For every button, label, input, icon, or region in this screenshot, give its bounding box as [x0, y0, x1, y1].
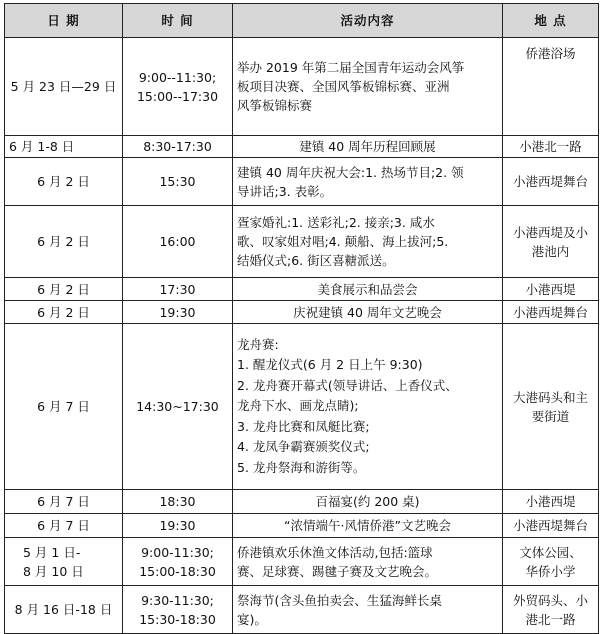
table-row [5, 538, 599, 586]
time-cell: 14:30~17:30 [123, 324, 233, 490]
header-location: 地 点 [503, 4, 599, 38]
header-row [5, 4, 599, 38]
content-cell: 祭海节(含头鱼拍卖会、生猛海鲜长桌 宴)。 [233, 586, 503, 634]
time-cell: 19:30 [123, 514, 233, 538]
location-cell: 文体公园、 华侨小学 [503, 538, 599, 586]
content-cell: 龙舟赛: 1. 醒龙仪式(6 月 2 日上午 9:30) 2. 龙舟赛开幕式(领导讲话、上香仪式、 龙舟下水、画龙点睛); 3. 龙舟比赛和凤艇比赛; 4. 龙凤争霸赛颁奖仪式; 5. 龙舟祭海和游街等。 [233, 324, 503, 490]
location-cell: 侨港浴场 [503, 38, 599, 136]
date-cell: 6 月 7 日 [5, 514, 123, 538]
date-cell: 6 月 2 日 [5, 158, 123, 206]
table-row [5, 38, 599, 136]
date-cell: 5 月 1 日- 8 月 10 日 [5, 538, 123, 586]
location-cell: 小港西堤及小 港池内 [503, 206, 599, 278]
time-cell: 8:30-17:30 [123, 136, 233, 158]
location-cell: 小港西堤 [503, 278, 599, 301]
location-cell: 小港西堤舞台 [503, 301, 599, 324]
content-cell: 疍家婚礼:1. 送彩礼;2. 接亲;3. 咸水 歌、叹家姐对唱;4. 颠船、海上拔河;5. 结婚仪式;6. 街区喜糖派送。 [233, 206, 503, 278]
time-cell: 17:30 [123, 278, 233, 301]
table-row [5, 514, 599, 538]
location-cell: 小港西堤舞台 [503, 514, 599, 538]
header-date: 日 期 [5, 4, 123, 38]
table-row [5, 136, 599, 158]
date-cell: 5 月 23 日—29 日 [5, 38, 123, 136]
table-row [5, 490, 599, 514]
table-row [5, 324, 599, 490]
time-cell: 9:00--11:30; 15:00--17:30 [123, 38, 233, 136]
date-cell: 8 月 16 日-18 日 [5, 586, 123, 634]
content-cell: 建镇 40 周年历程回顾展 [233, 136, 503, 158]
location-cell: 小港西堤舞台 [503, 158, 599, 206]
date-cell: 6 月 2 日 [5, 301, 123, 324]
table-row [5, 278, 599, 301]
header-time: 时 间 [123, 4, 233, 38]
header-content: 活动内容 [233, 4, 503, 38]
date-cell: 6 月 2 日 [5, 278, 123, 301]
table-row [5, 206, 599, 278]
content-cell: 百福宴(约 200 桌) [233, 490, 503, 514]
time-cell: 18:30 [123, 490, 233, 514]
date-cell: 6 月 7 日 [5, 324, 123, 490]
date-cell: 6 月 1-8 日 [5, 136, 123, 158]
content-cell: 建镇 40 周年庆祝大会:1. 热场节目;2. 领 导讲话;3. 表彰。 [233, 158, 503, 206]
table-row [5, 158, 599, 206]
location-cell: 小港北一路 [503, 136, 599, 158]
date-cell: 6 月 7 日 [5, 490, 123, 514]
content-cell: 举办 2019 年第二届全国青年运动会风筝 板项目决赛、全国风筝板锦标赛、亚洲 风筝板锦标赛 [233, 38, 503, 136]
content-cell: 侨港镇欢乐休渔文体活动,包括:篮球 赛、足球赛、踢毽子赛及文艺晚会。 [233, 538, 503, 586]
time-cell: 15:30 [123, 158, 233, 206]
location-cell: 外贸码头、小 港北一路 [503, 586, 599, 634]
schedule-table [4, 3, 599, 634]
table-row [5, 301, 599, 324]
content-cell: 美食展示和品尝会 [233, 278, 503, 301]
date-cell: 6 月 2 日 [5, 206, 123, 278]
time-cell: 9:30-11:30; 15:30-18:30 [123, 586, 233, 634]
time-cell: 16:00 [123, 206, 233, 278]
content-cell: “浓情端午·风情侨港”文艺晚会 [233, 514, 503, 538]
time-cell: 19:30 [123, 301, 233, 324]
content-cell: 庆祝建镇 40 周年文艺晚会 [233, 301, 503, 324]
table-row [5, 586, 599, 634]
time-cell: 9:00-11:30; 15:00-18:30 [123, 538, 233, 586]
location-cell: 小港西堤 [503, 490, 599, 514]
location-cell: 大港码头和主 要街道 [503, 324, 599, 490]
